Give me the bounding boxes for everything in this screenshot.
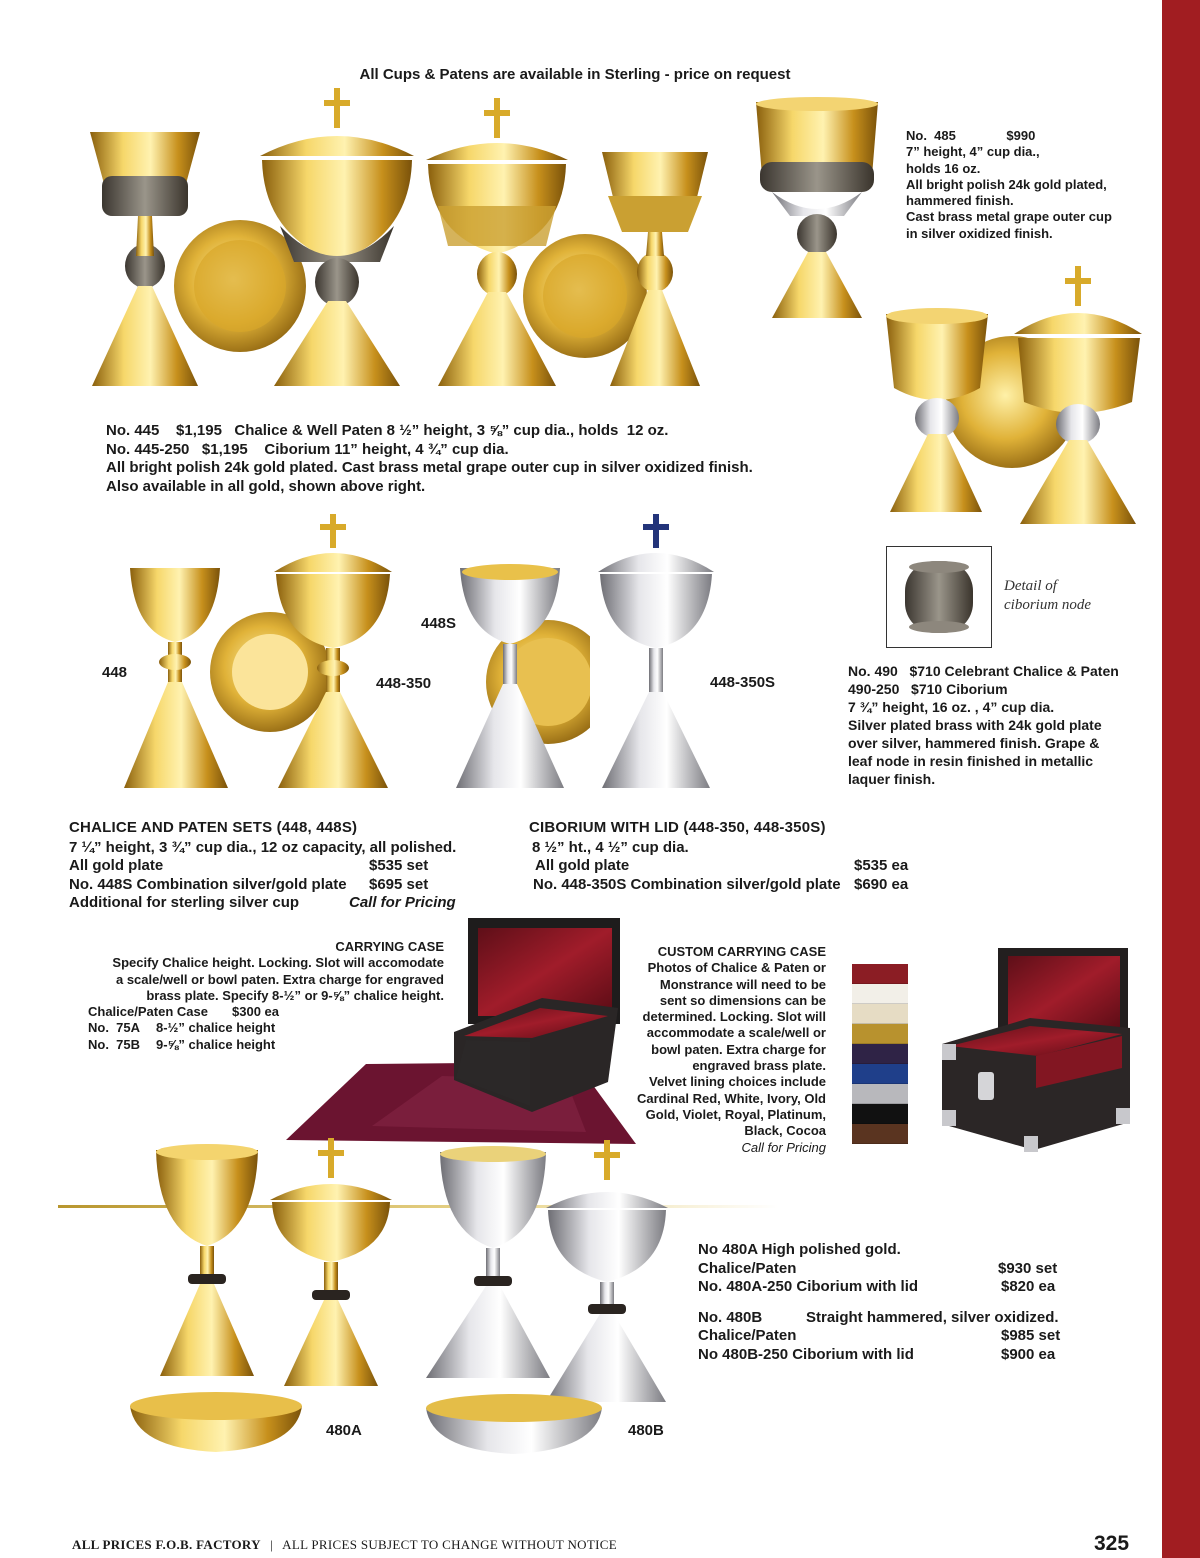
no485-line: in silver oxidized finish.	[906, 225, 1053, 241]
footer-fob: ALL PRICES F.O.B. FACTORY	[72, 1537, 261, 1552]
chalice-sets-heading: CHALICE AND PATEN SETS (448, 448S)	[69, 819, 358, 836]
row-label: No. 480A-250 Ciborium with lid	[698, 1278, 919, 1295]
no485-line: No. 485 $990	[906, 128, 1036, 143]
row-label: No. 448S Combination silver/gold plate	[69, 875, 347, 893]
velvet-swatch	[852, 1004, 908, 1024]
case-item-value: $300 ea	[232, 1004, 279, 1019]
carrying-case-heading: CARRYING CASE	[335, 939, 444, 954]
label-448-350s: 448-350S	[710, 674, 776, 691]
photo-490-group	[884, 262, 1146, 532]
custom-case-line: Cardinal Red, White, Ivory, Old	[636, 1090, 826, 1106]
velvet-swatch	[852, 1104, 908, 1124]
no445-line: No. 445 $1,195 Chalice & Well Paten 8 ½” height, 3 ⅝” cup dia., holds 12 oz.	[106, 422, 669, 439]
velvet-swatch	[852, 1064, 908, 1084]
no480b-title-row	[698, 1309, 1068, 1328]
carrying-case-line: brass plate. Specify 8-½” or 9-⅝” chalice height.	[146, 987, 444, 1003]
ciborium-row	[529, 876, 919, 895]
custom-case-text	[590, 944, 826, 1156]
velvet-swatch	[852, 1044, 908, 1064]
case-item	[88, 1004, 279, 1020]
no490-line: over silver, hammered finish. Grape &	[848, 735, 1100, 751]
row-label: No 480B-250 Ciborium with lid	[698, 1345, 914, 1363]
carrying-case-line: a scale/well or bowl paten. Extra charge for engraved	[115, 971, 444, 987]
velvet-swatch	[852, 964, 908, 984]
no480b-number: No. 480B	[698, 1308, 763, 1326]
velvet-swatch	[852, 1084, 908, 1104]
case-item	[88, 1020, 279, 1036]
no445-line: Also available in all gold, shown above right.	[106, 477, 426, 495]
chalice-sets-row	[69, 894, 489, 913]
custom-case-line: Velvet lining choices include	[649, 1074, 826, 1090]
no490-line: leaf node in resin finished in metallic	[848, 753, 1094, 769]
row-label: No. 448-350S Combination silver/gold plate	[533, 875, 841, 893]
custom-case-line: determined. Locking. Slot will	[642, 1009, 826, 1025]
photo-480-group	[126, 1138, 676, 1464]
footer	[72, 1537, 617, 1553]
chalice-sets-spec: 7 ¼” height, 3 ¾” cup dia., 12 oz capacity, all polished.	[69, 839, 457, 856]
photo-448s-ciborium	[590, 512, 730, 794]
custom-case-line: Photos of Chalice & Paten or	[647, 960, 826, 976]
chalice-sets-block	[69, 819, 489, 913]
no445-line: All bright polish 24k gold plated. Cast brass metal grape outer cup in silver oxidized finish.	[106, 459, 753, 476]
case-item-value: 9-⅝” chalice height	[156, 1036, 276, 1052]
top-note: All Cups & Patens are available in Sterling - price on request	[359, 66, 791, 83]
no485-text	[906, 128, 1112, 242]
row-label: All gold plate	[69, 857, 164, 874]
row-price: $535 set	[369, 857, 429, 874]
no480b-row	[698, 1327, 1068, 1346]
no490-line: 490-250 $710 Ciborium	[848, 681, 1008, 697]
footer-notice: ALL PRICES SUBJECT TO CHANGE WITHOUT NOTICE	[282, 1537, 617, 1552]
photo-square-case	[286, 912, 636, 1152]
no485-line: holds 16 oz.	[906, 160, 981, 176]
label-448s: 448S	[421, 615, 457, 632]
no445-line: No. 445-250 $1,195 Ciborium 11” height, 4 ¾” cup dia.	[106, 440, 509, 458]
no480a-row	[698, 1260, 1068, 1279]
photo-448-group	[120, 512, 590, 794]
no485-line: All bright polish 24k gold plated,	[906, 176, 1107, 192]
label-480b: 480B	[628, 1422, 664, 1439]
chalice-sets-row	[69, 857, 489, 876]
no485-line: 7” height, 4” cup dia.,	[906, 144, 1040, 160]
row-price: $900 ea	[1001, 1345, 1056, 1363]
custom-case-pricing: Call for Pricing	[741, 1139, 826, 1155]
case-item-label: No. 75A	[88, 1020, 141, 1036]
label-480a: 480A	[326, 1422, 362, 1439]
photo-custom-case	[938, 944, 1134, 1166]
case-item-label: No. 75B	[88, 1036, 141, 1052]
velvet-swatch	[852, 1024, 908, 1044]
no490-line: No. 490 $710 Celebrant Chalice & Paten	[848, 663, 1119, 679]
photo-445-group	[80, 86, 720, 406]
accent-bar	[1162, 0, 1200, 1558]
label-448-350: 448-350	[376, 675, 432, 692]
no480a-row	[698, 1278, 1068, 1297]
custom-case-line: Gold, Violet, Royal, Platinum,	[645, 1106, 826, 1122]
page-number: 325	[1094, 1532, 1130, 1555]
footer-separator: |	[270, 1537, 274, 1552]
photo-485-chalice	[752, 96, 882, 326]
velvet-swatch	[852, 1124, 908, 1144]
no480b-desc: Straight hammered, silver oxidized.	[806, 1308, 1059, 1326]
no480b-row	[698, 1346, 1068, 1365]
case-item-label: Chalice/Paten Case	[88, 1004, 208, 1019]
ciborium-row	[529, 857, 919, 876]
carrying-case-line: Specify Chalice height. Locking. Slot will accomodate	[112, 955, 444, 971]
chalice-sets-row	[69, 876, 489, 895]
row-label: Chalice/Paten	[698, 1259, 797, 1277]
row-price: $695 set	[369, 875, 429, 893]
row-price: $690 ea	[854, 875, 909, 893]
no485-line: Cast brass metal grape outer cup	[906, 209, 1112, 225]
row-label: Chalice/Paten	[698, 1327, 797, 1344]
ciborium-heading: CIBORIUM WITH LID (448-350, 448-350S)	[529, 819, 826, 836]
ciborium-block	[529, 819, 919, 894]
row-price: $820 ea	[1001, 1278, 1056, 1295]
custom-case-line: engraved brass plate.	[692, 1058, 826, 1074]
custom-case-heading: CUSTOM CARRYING CASE	[657, 944, 826, 959]
velvet-swatch	[852, 984, 908, 1004]
no490-text	[848, 662, 1119, 788]
no490-line: laquer finish.	[848, 771, 936, 787]
no490-line: Silver plated brass with 24k gold plate	[848, 717, 1102, 733]
row-label: All gold plate	[535, 857, 630, 874]
ciborium-node-detail-photo	[886, 546, 992, 648]
label-448: 448	[102, 664, 128, 681]
row-price: $985 set	[1001, 1327, 1061, 1344]
ciborium-spec: 8 ½” ht., 4 ½” cup dia.	[532, 839, 689, 856]
case-item	[88, 1037, 279, 1053]
custom-case-line: Monstrance will need to be	[659, 976, 826, 992]
no490-line: 7 ¾” height, 16 oz. , 4” cup dia.	[848, 699, 1055, 715]
carrying-case-items	[88, 1004, 279, 1053]
swatch-stack	[852, 964, 908, 1144]
no485-line: hammered finish.	[906, 193, 1014, 209]
velvet-swatches	[852, 964, 908, 1136]
custom-case-line: Black, Cocoa	[744, 1123, 826, 1139]
custom-case-line: sent so dimensions can be	[659, 992, 826, 1008]
no480a-title: No 480A High polished gold.	[698, 1241, 901, 1258]
detail-caption-line2: ciborium node	[1004, 597, 1092, 613]
no445-text	[106, 422, 753, 496]
custom-case-line: bowl paten. Extra charge for	[651, 1041, 826, 1057]
row-price: $535 ea	[854, 857, 909, 874]
detail-caption-line1: Detail of	[1004, 578, 1057, 594]
no480-block	[698, 1241, 1068, 1364]
row-label: Additional for sterling silver cup	[69, 894, 300, 911]
detail-caption	[1004, 577, 1091, 615]
row-price: $930 set	[998, 1259, 1058, 1277]
case-item-value: 8-½” chalice height	[156, 1020, 276, 1036]
custom-case-line: accommodate a scale/well or	[646, 1025, 826, 1041]
row-price: Call for Pricing	[349, 894, 456, 911]
